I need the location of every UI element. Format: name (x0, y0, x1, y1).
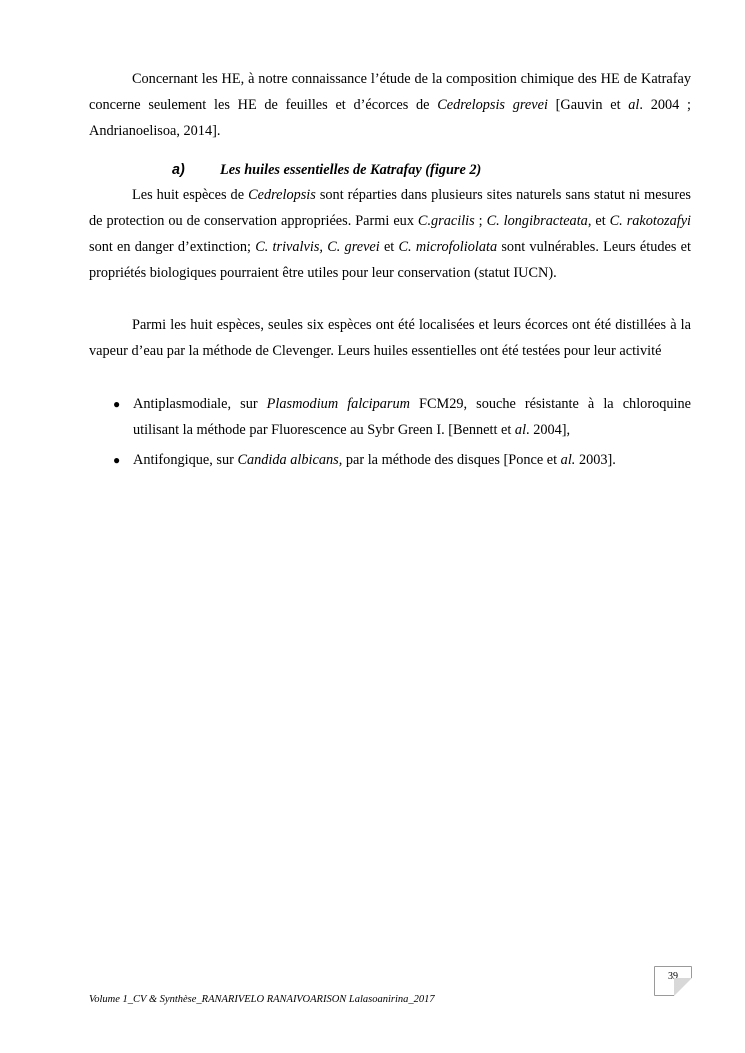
text-run: 2003]. (575, 452, 616, 468)
citation-al: al. (560, 452, 576, 468)
page-curl-icon (674, 978, 692, 996)
citation-al: al (514, 422, 527, 438)
text-run: Antiplasmodiale, sur (133, 396, 267, 412)
species-name: Cedrelopsis grevei (437, 97, 548, 113)
species-name: Candida albicans, (237, 452, 343, 468)
text-run: [Gauvin et (547, 97, 629, 113)
section-heading (172, 158, 481, 182)
paragraph-species-status (89, 182, 691, 286)
list-item (89, 391, 691, 443)
text-run: sont en danger d’extinction; (89, 239, 256, 255)
text-run: Les huit espèces de (132, 187, 249, 203)
text-run: . 2004 ; Andrianoelisoa, 2014]. (89, 97, 692, 139)
paragraph-intro (89, 66, 691, 144)
page-number-box (654, 966, 692, 996)
paragraph-distillation (89, 312, 691, 364)
text-run: . 2004], (526, 422, 571, 438)
text-run: FCM29, souche résistante à la chloroquine utilisant la méthode par Fluorescence au Sybr Green I. [Bennett et (133, 396, 691, 438)
species-name: C.gracilis (417, 213, 475, 229)
species-name: Plasmodium falciparum (266, 396, 410, 412)
paragraph-text: Parmi les huit espèces, seules six espèces ont été localisées et leurs écorces ont été distillées à la vapeur d’eau par la méthode de Clevenger. Leurs huiles essentielles ont été testées pour leur activité (89, 317, 691, 359)
text-run: , et (587, 213, 610, 229)
heading-marker: a) (172, 162, 185, 178)
species-name: C. rakotozafyi (609, 213, 692, 229)
text-run: ; (474, 213, 487, 229)
activity-list (89, 391, 691, 477)
text-run: et (379, 239, 399, 255)
text-run: par la méthode des disques [Ponce et (342, 452, 561, 468)
species-name: Cedrelopsis (248, 187, 316, 203)
list-item (89, 447, 691, 473)
text-run: Antifongique, sur (133, 452, 238, 468)
bullet-icon: ● (113, 397, 121, 411)
citation-al: al (628, 97, 640, 113)
species-name: C. trivalvis, C. grevei (255, 239, 380, 255)
text-run: sont réparties dans plusieurs sites naturels sans statut ni mesures de protection ou de conservation appropriées. Parmi eux (89, 187, 691, 229)
species-name: C. longibracteata (486, 213, 588, 229)
species-name: C. microfoliolata (398, 239, 498, 255)
heading-title: Les huiles essentielles de Katrafay (figure 2) (220, 162, 482, 178)
bullet-icon: ● (113, 453, 121, 467)
page-number: 39 (668, 971, 678, 982)
text-run: sont vulnérables. Leurs études et propriétés biologiques pourraient être utiles pour leur conservation (statut IUCN). (89, 239, 691, 281)
page-footer: Volume 1_CV & Synthèse_RANARIVELO RANAIVOARISON Lalasoanirina_2017 (89, 994, 435, 1005)
text-run: Concernant les HE, à notre connaissance l’étude de la composition chimique des HE de Katrafay concerne seulement les HE de feuilles et d’écorces de (89, 71, 691, 113)
